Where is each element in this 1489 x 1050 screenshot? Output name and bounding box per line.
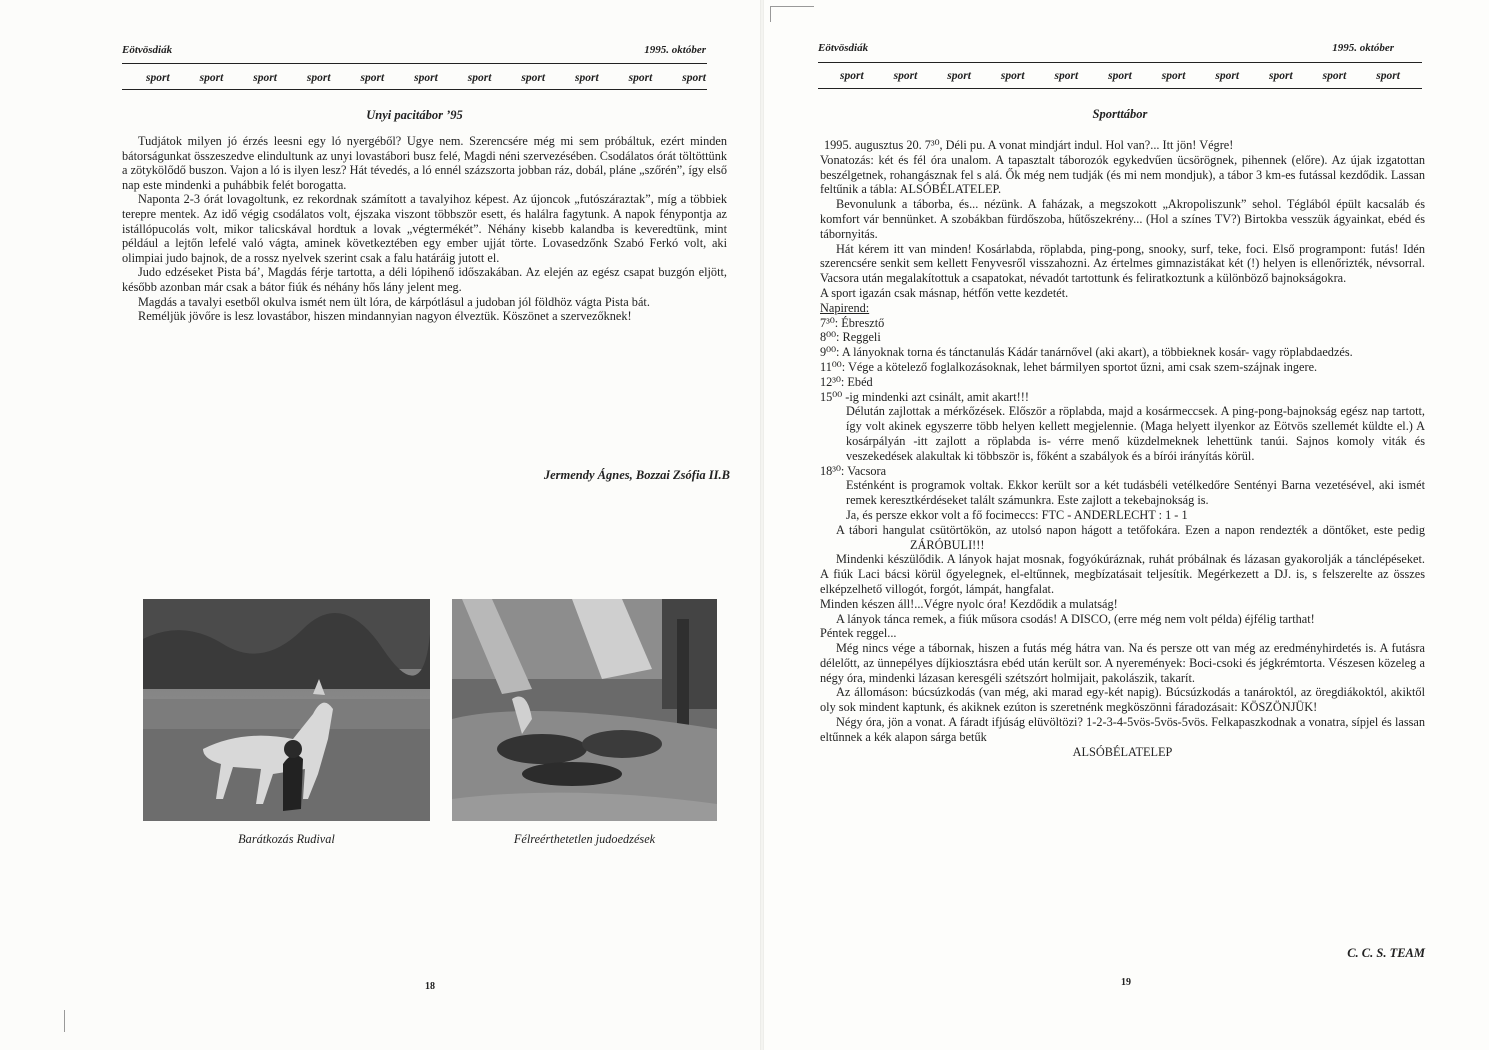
left-sport-rule (122, 89, 707, 90)
right-paragraph-11: Az állomáson: búcsúzkodás (van még, aki marad egy-két napig). Búcsúzkodás a tanároktól, az öregdiákoktól, akiktől oly sok mindent kaptunk, és akiknek ezúton is szeretnénk megköszönni fáradozásait: KÖSZÖNJÜK! (820, 685, 1425, 715)
right-paragraph-10: Még nincs vége a tábornak, hiszen a futás még hátra van. Na és persze ott van még az eredményhirdetés is. A futásra délelőtt, az ünnepélyes díjkiosztásra ebéd után került sor. A nyeremények: Boci-csoki és jégkrémtorta. Vészesen közeleg a négy óra, mindenki lázasan keresgéli szétszórt holmijait, pakolászik, takarít. (820, 641, 1425, 685)
photo-horse (143, 599, 430, 821)
sport-word: sport (360, 72, 385, 84)
schedule-time-4: 11⁰⁰ (820, 359, 842, 374)
sport-word: sport (1108, 70, 1132, 82)
right-header-rule (818, 62, 1422, 63)
right-header-title: Eötvösdiák (818, 42, 869, 54)
schedule-time-2: 8⁰⁰ (820, 330, 837, 345)
sport-word: sport (682, 72, 706, 84)
schedule-item-5 (820, 375, 1425, 390)
sport-word: sport (306, 72, 331, 84)
right-paragraph-2: Bevonulunk a táborba, és... nézünk. A faházak, a megszokott „Akropoliszunk” sehol. Téglából épült kacsaláb és komfort vár bennünket. A szobákban fürdőszoba, hűtőszekrény... (Hol a színes TV?) Birtokba vesszük ágyainkat, ebéd és tábornyitás. (820, 197, 1425, 241)
right-article-body (820, 138, 1425, 759)
left-header-rule (122, 63, 707, 64)
schedule-text-4: : Vége a kötelező foglalkozásoknak, lehet bármilyen sportot űzni, ami csak szem-szájnak ingere. (841, 359, 1318, 374)
schedule-item-1 (820, 316, 1425, 331)
right-paragraph-12: Négy óra, jön a vonat. A fáradt ifjúság elüvöltözi? 1-2-3-4-5vös-5vös-5vös. Felkapaszkodnak a vonatra, sípjel és lassan eltűnnek a kék alapon sárga betűk (820, 715, 1425, 744)
right-page-number: 19 (1121, 977, 1131, 988)
left-header-title: Eötvösdiák (122, 44, 173, 56)
evening-paragraph: Esténként is programok voltak. Ekkor került sor a két tudásbéli vetélkedőre Sentényi Barna vezetésével, aki ismét remek keresztkérdéseket talált számunkra. Este zajlott a tekebajnokság is. (846, 478, 1425, 508)
right-paragraph-9: Péntek reggel... (820, 626, 897, 641)
sport-word: sport (1000, 70, 1025, 82)
sport-word: sport (947, 70, 971, 82)
right-paragraph-5-text: A tábori hangulat csütörtökön, az utolsó napon hágott a tetőfokára. Ezen a napon rendezték a döntőket, este pedig (836, 522, 1425, 537)
crop-mark (770, 6, 814, 7)
caption-horse: Barátkozás Rudival (238, 832, 335, 846)
left-paragraph-1: Tudjátok milyen jó érzés leesni egy ló nyergéből? Ugye nem. Szerencsére még mi sem próbáltuk, ezért minden bátorságunkat összeszedve elindultunk az unyi lovastábori busz felé, Magdi néni szervezésében. Csodálatos órát töltöttünk a zötykölődő buszon. Vajon a ló is ilyen lesz? Hát tévedés, a ló ennél százszorta jobban ráz, dobál, pláne „szőrén”, így első nap este mindenki a puhábbik felét borogatta. (122, 134, 727, 192)
sport-word: sport (1215, 70, 1240, 82)
sport-word: sport (893, 70, 918, 82)
match-paragraph: Ja, és persze ekkor volt a fő focimeccs: FTC - ANDERLECHT : 1 - 1 (846, 507, 1188, 522)
schedule-time-5: 12³⁰ (820, 374, 841, 389)
schedule-item-dinner (820, 464, 1425, 479)
schedule-text-5: : Ebéd (840, 374, 873, 389)
photo-horse-image (143, 599, 430, 821)
sport-word: sport (1376, 70, 1400, 82)
right-paragraph-5 (820, 523, 1425, 553)
schedule-time-6: 15⁰⁰ (820, 389, 843, 404)
schedule-time-dinner: 18³⁰ (820, 463, 841, 478)
schedule-item-6 (820, 390, 1425, 405)
schedule-time-3: 9⁰⁰ (820, 345, 837, 360)
left-paragraph-4: Magdás a tavalyi esetből okulva ismét nem ült lóra, de kárpótlásul a judoban jól földhöz vágta Pista bát. (138, 294, 650, 309)
schedule-text-dinner: : Vacsora (840, 463, 887, 478)
photo-judo-image (452, 599, 717, 821)
crop-mark-bottom-left (64, 1010, 65, 1032)
schedule-text-1: : Ébresztő (834, 315, 885, 330)
sport-word: sport (840, 70, 864, 82)
left-article-body (122, 134, 727, 324)
sport-word: sport (253, 72, 277, 84)
left-sport-banner (146, 72, 706, 84)
right-header-date: 1995. október (1332, 42, 1394, 54)
schedule-item-2 (820, 330, 1425, 345)
sport-word: sport (521, 72, 546, 84)
sport-word: sport (1161, 70, 1186, 82)
right-paragraph-4: A sport igazán csak másnap, hétfőn vette kezdetét. (820, 285, 1069, 300)
right-signature: C. C. S. TEAM (1347, 946, 1425, 960)
sport-word: sport (1269, 70, 1293, 82)
schedule-time-1: 7³⁰ (820, 315, 835, 330)
right-intro-2: Vonatozás: két és fél óra unalom. A tapasztalt táborozók egykedvűen ücsörögnek, pihennek (előre). Az újak izgatottan beszélgetnek, rohangásznak fel s alá. Ők még nem tudják (és mi nem mondjuk), a tábor 3 km-es futással kezdődik. Lassan feltűnik a tábla: ALSÓBÉLATELEP. (820, 152, 1425, 197)
sport-word: sport (575, 72, 599, 84)
left-article-title: Unyi pacitábor ’95 (366, 108, 463, 122)
afternoon-paragraph: Délután zajlottak a mérkőzések. Először a röplabda, majd a kosármeccsek. A ping-pong-bajnokság egész nap tartott, így volt akinek egyszerre több helyen kellett megjelennie. (Maga helyett ilyenkor az Eötvös szellemét küldte el.) A kosárpályán -itt zajlott a röplabda is- vérre menő küzdelmeknek lehettünk tanúi. Sajnos komoly viták és veszekedések alakultak ki többször is, főként a szabályok és a bírói irányítás körül. (846, 404, 1425, 463)
right-sport-rule (818, 88, 1422, 89)
right-paragraph-8: A lányok tánca remek, a fiúk műsora csodás! A DISCO, (erre még nem volt példa) éjfélig tarthat! (836, 611, 1315, 626)
right-paragraph-3: Hát kérem itt van minden! Kosárlabda, röplabda, ping-pong, snooky, surf, teke, foci. Első programpont: futás! Idén szerencsére senkit sem kellett Fenyvesről visszahozni. Az értelmes gimnazistákat két (!) helyen is ellenőrizték, névsorral. Vacsora után megalakítottuk a csapatokat, névadót tartottunk és feliratkoztunk a különböző bajnokságokra. (820, 241, 1425, 286)
right-paragraph-7: Minden készen áll!...Végre nyolc óra! Kezdődik a mulatság! (820, 596, 1118, 611)
right-paragraph-13: ALSÓBÉLATELEP (1072, 744, 1173, 759)
sport-word: sport (414, 72, 438, 84)
schedule-item-3 (820, 345, 1425, 360)
page-fold (760, 0, 764, 1050)
sport-word: sport (628, 72, 653, 84)
sport-word: sport (146, 72, 170, 84)
schedule-text-6: -ig mindenki azt csinált, amit akart!!! (842, 389, 1029, 404)
crop-mark-vertical (770, 6, 771, 22)
schedule-title: Napirend: (820, 300, 870, 315)
schedule-item-4 (820, 360, 1425, 375)
left-paragraph-3: Judo edzéseket Pista bá’, Magdás férje tartotta, a déli lópihenő időszakában. Az elején az egész csapat buzgón eljött, később azonban már csak a bátor fiúk és néhány hős lány jelent meg. (122, 265, 727, 294)
left-header-date: 1995. október (644, 44, 706, 56)
sport-word: sport (1054, 70, 1079, 82)
sport-word: sport (199, 72, 224, 84)
right-paragraph-6: Mindenki készülődik. A lányok hajat mosnak, fogyókúráznak, ruhát próbálnak és lázasan gyakorolják a tánclépéseket. A fiúk Laci bácsi körül őgyelegnek, el-eltűnnek, megbízatásait teljesítik. Megérkezett a DJ. is, s felszerelte az összes elképzelhető villogót, forgót, lámpát, hangfalat. (820, 552, 1425, 596)
right-intro-1: 1995. augusztus 20. 7³⁰, Déli pu. A vonat mindjárt indul. Hol van?... Itt jön! Végre! (824, 138, 1234, 152)
left-signature: Jermendy Ágnes, Bozzai Zsófia II.B (543, 468, 730, 482)
left-paragraph-2: Naponta 2-3 órát lovagoltunk, ez rekordnak számított a tavalyihoz képest. Az újoncok „futószáraztak”, míg a többiek terepre mentek. Az idő végig csodálatos volt, éjszaka viszont többször esett, és halálra fagytunk. A napok fénypontja az istállópucolás volt, mikor talicskával hordtuk a lovak „végtermékét”. Néhány kisebb kalandba is keveredtünk, mint például a lejtőn lefelé való vágta, aminek következtében egy ember ujját törte. Lovasedzőnk Szabó Ferkó volt, aki olimpiai judo bajnok, de a rossz nyelvek szerint csak a falu határáig jutott el. (122, 192, 727, 265)
sport-word: sport (1322, 70, 1347, 82)
left-paragraph-5: Reméljük jövőre is lesz lovastábor, hiszen mindannyian nagyon élveztük. Köszönet a szervezőknek! (138, 309, 632, 324)
left-page-number: 18 (425, 981, 435, 992)
photo-judo (452, 599, 717, 821)
sport-word: sport (467, 72, 492, 84)
right-article-title: Sporttábor (1092, 107, 1148, 121)
schedule-text-3: : A lányoknak torna és tánctanulás Kádár tanárnővel (aki akart), a többieknek kosár- vagy röplabdaedzés. (836, 345, 1353, 360)
caption-judo: Félreérthetetlen judoedzések (513, 832, 656, 846)
right-sport-banner (840, 70, 1400, 82)
schedule-text-2: : Reggeli (836, 330, 881, 345)
zarobuli-text: ZÁRÓBULI!!! (910, 537, 985, 552)
